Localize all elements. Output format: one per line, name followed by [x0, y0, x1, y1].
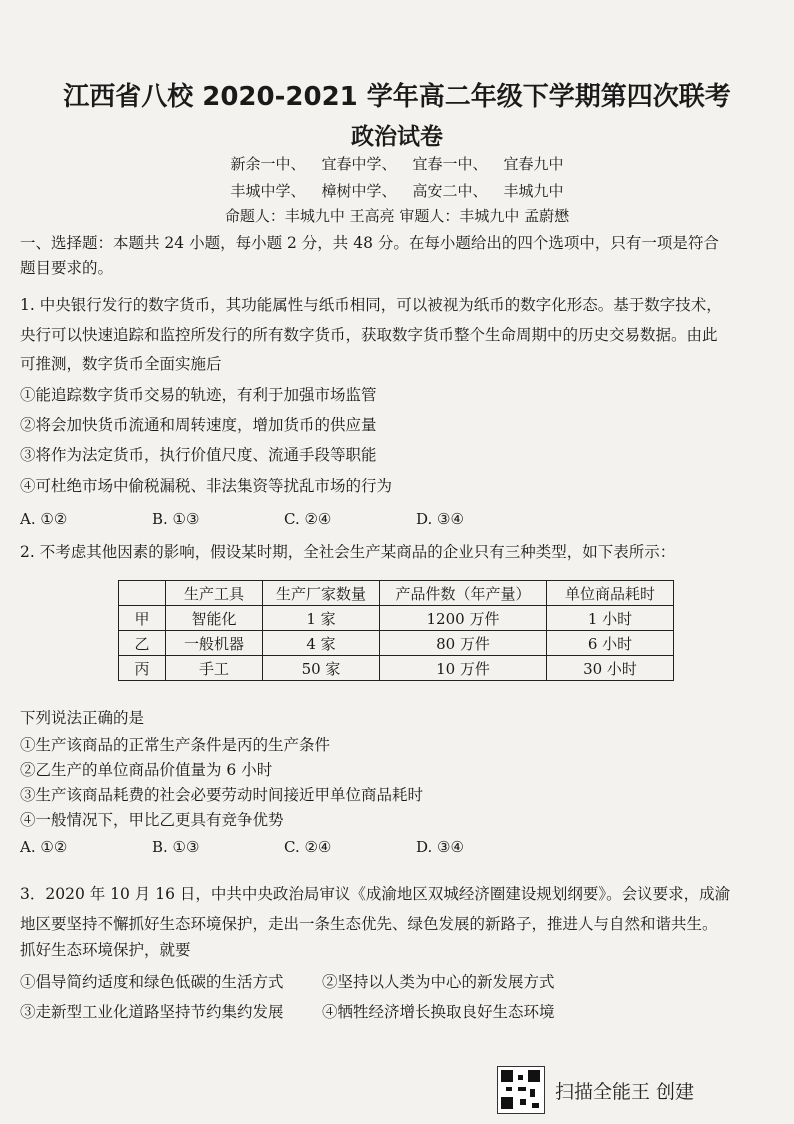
- authors-line: 命题人：丰城九中 王高亮 审题人：丰城九中 孟蔚懋: [224, 207, 570, 225]
- q2-lead: 下列说法正确的是: [20, 709, 145, 727]
- schools-row-1: [0, 153, 794, 174]
- school: 丰城九中: [503, 182, 564, 200]
- school: 樟树中学、: [321, 182, 397, 200]
- scanner-watermark: 扫描全能王 创建: [555, 1081, 695, 1103]
- section-intro-cont: 题目要求的。: [20, 259, 114, 277]
- qr-code-icon: [497, 1066, 545, 1114]
- production-table: [118, 580, 674, 681]
- table-cell: 智能化: [166, 606, 263, 631]
- table-cell: 手工: [166, 656, 263, 681]
- table-cell: 甲: [119, 606, 166, 631]
- q2-option-c[interactable]: C. ②④: [284, 838, 332, 856]
- table-cell: 80 万件: [380, 631, 547, 656]
- q1-option-b[interactable]: B. ①③: [152, 510, 200, 528]
- table-cell: 50 家: [263, 656, 380, 681]
- q1-item-3: ③将作为法定货币，执行价值尺度、流通手段等职能: [20, 446, 377, 464]
- q3-item-2: ②坚持以人类为中心的新发展方式: [322, 973, 555, 991]
- q3-item-4: ④牺牲经济增长换取良好生态环境: [322, 1003, 555, 1021]
- table-cell: 一般机器: [166, 631, 263, 656]
- table-cell: 丙: [119, 656, 166, 681]
- table-row: [119, 631, 674, 656]
- table-cell: 6 小时: [547, 631, 674, 656]
- q1-stem-line-3: 可推测，数字货币全面实施后: [20, 355, 222, 373]
- exam-subtitle: 政治试卷: [351, 124, 443, 150]
- section-intro: 一、选择题：本题共 24 小题，每小题 2 分，共 48 分。在每小题给出的四个选项中，只有一项是符合: [20, 234, 719, 252]
- q1-item-4: ④可杜绝市场中偷税漏税、非法集资等扰乱市场的行为: [20, 477, 393, 495]
- table-cell: 1 小时: [547, 606, 674, 631]
- q3-stem-line-3: 抓好生态环境保护，就要: [20, 941, 191, 959]
- q3-item-3: ③走新型工业化道路坚持节约集约发展: [20, 1003, 284, 1021]
- table-cell: 30 小时: [547, 656, 674, 681]
- table-header-cell: 生产工具: [166, 581, 263, 606]
- table-header-cell: 产品件数（年产量）: [380, 581, 547, 606]
- q2-options: [20, 838, 740, 856]
- table-cell: 1 家: [263, 606, 380, 631]
- q1-item-2: ②将会加快货币流通和周转速度，增加货币的供应量: [20, 416, 377, 434]
- q2-option-a[interactable]: A. ①②: [20, 838, 68, 856]
- q2-stem: 2. 不考虑其他因素的影响，假设某时期，全社会生产某商品的企业只有三种类型，如下表所示：: [20, 543, 676, 561]
- school: 宜春一中、: [412, 155, 488, 173]
- table-cell: 乙: [119, 631, 166, 656]
- school: 高安二中、: [412, 182, 488, 200]
- table-header-cell: 单位商品耗时: [547, 581, 674, 606]
- q3-stem-line-2: 地区要坚持不懈抓好生态环境保护，走出一条生态优先、绿色发展的新路子，推进人与自然和谐共生。: [20, 915, 718, 933]
- schools-row-2: [0, 180, 794, 201]
- table-header-cell: [119, 581, 166, 606]
- q2-option-d[interactable]: D. ③④: [416, 838, 464, 856]
- table-row: [119, 606, 674, 631]
- q2-item-3: ③生产该商品耗费的社会必要劳动时间接近甲单位商品耗时: [20, 786, 424, 804]
- q1-option-c[interactable]: C. ②④: [284, 510, 332, 528]
- q1-options: [20, 510, 740, 528]
- exam-title: 江西省八校 2020-2021 学年高二年级下学期第四次联考: [63, 82, 731, 112]
- q1-option-a[interactable]: A. ①②: [20, 510, 68, 528]
- table-header-cell: 生产厂家数量: [263, 581, 380, 606]
- q1-stem-line-1: 1. 中央银行发行的数字货币，其功能属性与纸币相同，可以被视为纸币的数字化形态。基于数字技术，: [20, 296, 722, 314]
- school: 新余一中、: [230, 155, 306, 173]
- q3-item-1: ①倡导简约适度和绿色低碳的生活方式: [20, 973, 284, 991]
- school: 宜春中学、: [321, 155, 397, 173]
- school: 丰城中学、: [230, 182, 306, 200]
- q1-stem-line-2: 央行可以快速追踪和监控所发行的所有数字货币，获取数字货币整个生命周期中的历史交易数据。由此: [20, 326, 718, 344]
- table-cell: 1200 万件: [380, 606, 547, 631]
- q1-option-d[interactable]: D. ③④: [416, 510, 464, 528]
- q2-item-4: ④一般情况下，甲比乙更具有竞争优势: [20, 811, 284, 829]
- q2-item-1: ①生产该商品的正常生产条件是丙的生产条件: [20, 736, 331, 754]
- school: 宜春九中: [503, 155, 564, 173]
- table-cell: 4 家: [263, 631, 380, 656]
- table-header-row: [119, 581, 674, 606]
- table-cell: 10 万件: [380, 656, 547, 681]
- table-row: [119, 656, 674, 681]
- q2-option-b[interactable]: B. ①③: [152, 838, 200, 856]
- q1-item-1: ①能追踪数字货币交易的轨迹，有利于加强市场监管: [20, 386, 377, 404]
- q2-item-2: ②乙生产的单位商品价值量为 6 小时: [20, 761, 273, 779]
- q3-stem-line-1: 3．2020 年 10 月 16 日，中共中央政治局审议《成渝地区双城经济圈建设规划纲要》。会议要求，成渝: [20, 885, 731, 903]
